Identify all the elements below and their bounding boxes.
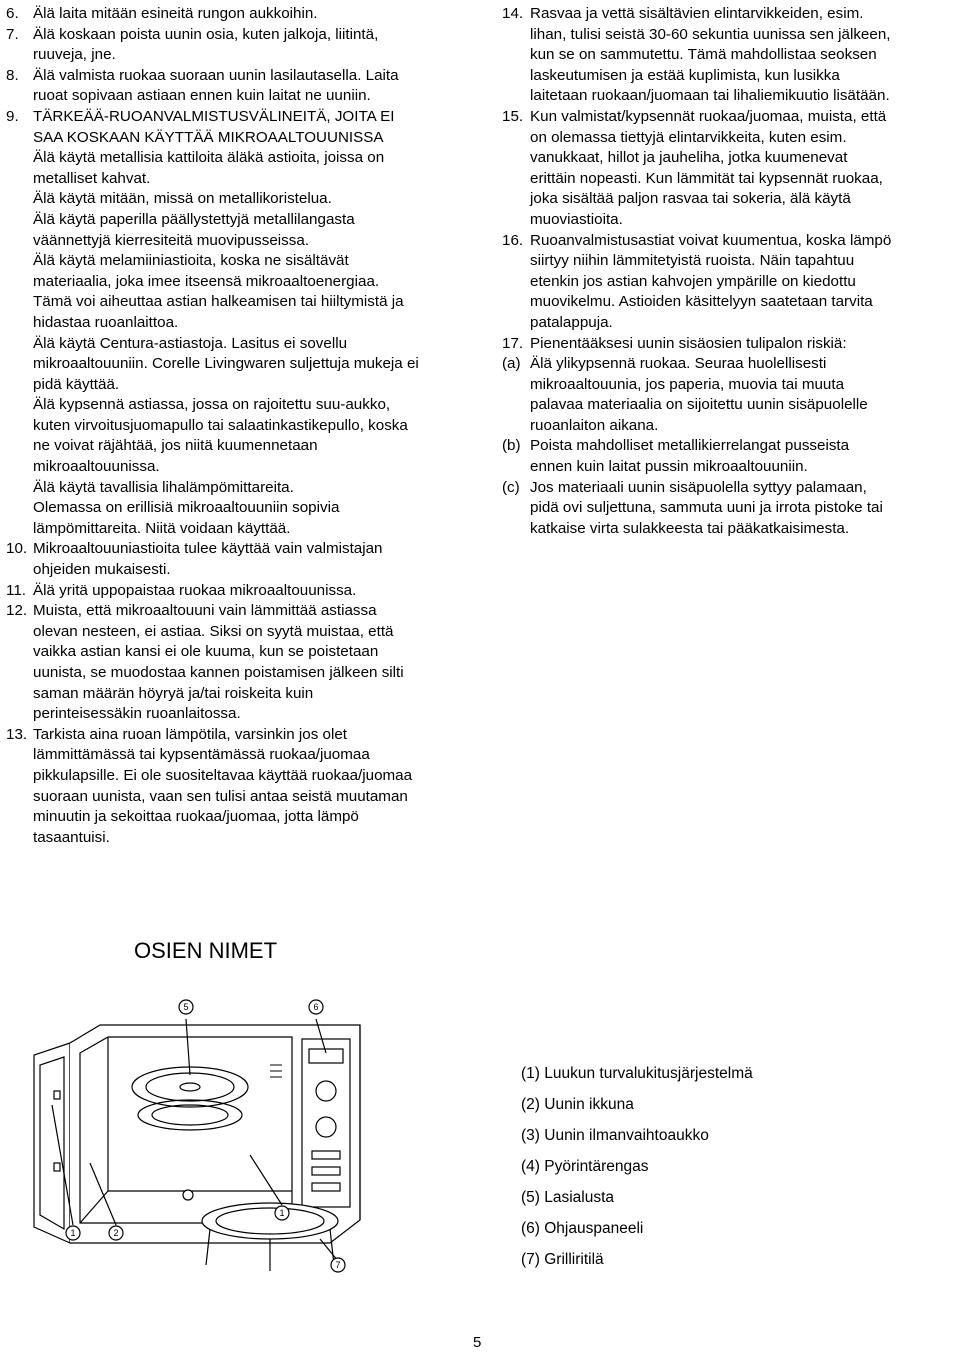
legend-item: (2) Uunin ikkuna (521, 1096, 634, 1113)
item-number: 17. (502, 334, 524, 352)
line-text: olevan nesteen, ei astiaa. Siksi on syytä muistaa, että (33, 622, 394, 640)
line-text: siirtyy niihin lämmitetyistä ruoista. Näin tapahtuu (530, 252, 855, 270)
line-text: Älä käytä paperilla päällystettyjä metallilangasta (33, 210, 355, 228)
line-text: vanukkaat, hillot ja jauheliha, jotka kuumenevat (530, 149, 848, 167)
item-number: 11. (6, 581, 26, 599)
text-line (6, 25, 484, 46)
text-line (6, 107, 484, 128)
line-text: muovikelmu. Astioiden käsittelyyn saatetaan tarvita (530, 293, 873, 311)
legend-item: (7) Grilliritilä (521, 1251, 604, 1268)
text-line (6, 128, 484, 149)
text-line (6, 642, 484, 663)
line-text: Älä käytä metallisia kattiloita äläkä astioita, joissa on (33, 149, 385, 167)
item-number: 6. (6, 5, 19, 22)
text-line (502, 251, 960, 272)
line-text: katkaise virta sulakkeesta tai pääkatkaisimesta. (530, 519, 850, 537)
line-text: SAA KOSKAAN KÄYTTÄÄ MIKROAALTOUUNISSA (33, 128, 384, 146)
text-line (6, 581, 484, 602)
text-line (502, 107, 960, 128)
text-line (502, 169, 960, 190)
line-text: laskeutumisen ja estää kuplimista, kun lusikka (530, 66, 840, 84)
text-line (6, 189, 484, 210)
line-text: Kun valmistat/kypsennät ruokaa/juomaa, muista, että (530, 107, 887, 125)
line-text: kuten virvoitusjuomapullo tai salaatinkastikepullo, koska (33, 416, 408, 434)
text-line (6, 457, 484, 478)
line-text: Älä käytä Centura-astiastoja. Lasitus ei sovellu (33, 334, 348, 352)
line-text: Tarkista aina ruoan lämpötila, varsinkin jos olet (33, 725, 348, 743)
line-text: Älä käytä mitään, missä on metallikoristelua. (33, 190, 332, 208)
line-text: Muista, että mikroaaltouuni vain lämmittää astiassa (33, 602, 377, 620)
text-line (6, 498, 484, 519)
line-text: TÄRKEÄÄ-RUOANVALMISTUSVÄLINEITÄ, JOITA EI (33, 107, 395, 125)
text-line (502, 313, 960, 334)
text-line (6, 4, 484, 25)
line-text: materiaalia, joka imee itseensä mikroaaltoenergiaa. (33, 272, 380, 290)
item-number: 10. (6, 540, 28, 558)
text-line (6, 313, 484, 334)
text-line (6, 436, 484, 457)
text-line (502, 25, 960, 46)
text-line (502, 272, 960, 293)
text-line (6, 169, 484, 190)
text-line (6, 148, 484, 169)
item-number: 16. (502, 231, 524, 249)
text-line (6, 725, 484, 746)
line-text: Poista mahdolliset metallikierrelangat pusseista (530, 437, 850, 455)
item-number: 7. (6, 25, 19, 43)
text-line (6, 684, 484, 705)
text-line (6, 272, 484, 293)
text-line (6, 375, 484, 396)
text-line (502, 334, 960, 355)
item-number: (c) (502, 478, 520, 496)
text-line (502, 210, 960, 231)
right-text-column (502, 4, 960, 539)
text-line (6, 334, 484, 355)
line-text: uunista, se muodostaa kannen poistamisen jälkeen silti (33, 664, 404, 681)
item-number: 12. (6, 602, 28, 620)
line-text: ruuveja, jne. (33, 46, 116, 64)
text-line (502, 4, 960, 25)
text-line (6, 807, 484, 828)
legend-item: (6) Ohjauspaneeli (521, 1220, 644, 1237)
line-text: hidastaa ruoanlaittoa. (33, 313, 179, 331)
item-number: (a) (502, 355, 521, 373)
text-line (502, 457, 960, 478)
line-text: mikroaaltouunissa. (33, 458, 160, 476)
text-line (6, 601, 484, 622)
line-text: metalliset kahvat. (33, 169, 151, 187)
item-number: 15. (502, 107, 524, 125)
text-line (502, 416, 960, 437)
line-text: erittäin nopeasti. Kun lämmität tai kypsennät ruokaa, (530, 169, 883, 187)
line-text: Älä valmista ruokaa suoraan uunin lasilautasella. Laita (33, 66, 399, 84)
line-text: ruoanlaiton aikana. (530, 416, 659, 434)
text-line (6, 231, 484, 252)
line-text: lihan, tulisi seistä 30-60 sekuntia uunissa sen jälkeen, (530, 25, 891, 43)
line-text: Älä kypsennä astiassa, jossa on rajoitettu suu-aukko, (33, 396, 391, 414)
text-line (502, 66, 960, 87)
legend-item: (1) Luukun turvalukitusjärjestelmä (521, 1065, 753, 1082)
line-text: patalappuja. (530, 313, 613, 331)
text-line (6, 828, 484, 849)
line-text: Älä laita mitään esineitä rungon aukkoihin. (33, 5, 318, 22)
text-line (502, 395, 960, 416)
text-line (6, 539, 484, 560)
callout-1: 1 (70, 1228, 76, 1238)
text-line (6, 663, 484, 684)
line-text: Älä käytä tavallisia lihalämpömittareita. (33, 478, 294, 496)
text-line (6, 622, 484, 643)
text-line (502, 231, 960, 252)
line-text: mikroaaltouunia, jos paperia, muovia tai muuta (530, 375, 845, 393)
line-text: Mikroaaltouuniastioita tulee käyttää vain valmistajan (33, 540, 383, 558)
text-line (502, 498, 960, 519)
line-text: ne voivat räjähtää, jos niitä kuumennetaan (33, 437, 318, 455)
line-text: Tämä voi aiheuttaa astian halkeamisen tai hiiltymistä ja (33, 293, 404, 311)
line-text: Olemassa on erillisiä mikroaaltouuniin sopivia (33, 499, 340, 517)
line-text: joka sisältää paljon rasvaa tai sokeria, älä käytä (530, 190, 851, 208)
line-text: palavaa materiaalia on sijoitettu uunin sisäpuolelle (530, 396, 868, 414)
text-line (6, 766, 484, 787)
text-line (6, 519, 484, 540)
text-line (6, 86, 484, 107)
text-line (6, 560, 484, 581)
text-line (502, 519, 960, 540)
text-line (6, 478, 484, 499)
callout-1b: 1 (279, 1208, 285, 1218)
line-text: kun se on sammutettu. Tämä mahdollistaa seoksen (530, 46, 877, 64)
left-text-column (6, 4, 484, 848)
line-text: Älä koskaan poista uunin osia, kuten jalkoja, liitintä, (33, 25, 379, 43)
text-line (502, 292, 960, 313)
text-line (6, 704, 484, 725)
line-text: etenkin jos astian kahvojen ympärille on kiedottu (530, 272, 856, 290)
line-text: Jos materiaali uunin sisäpuolella syttyy palamaan, (530, 478, 867, 496)
line-text: saman määrän höyryä ja/tai roiskeita kuin (33, 684, 314, 702)
page-number: 5 (473, 1334, 482, 1351)
legend-item: (5) Lasialusta (521, 1189, 615, 1206)
parts-legend (521, 1063, 753, 1280)
line-text: Ruoanvalmistusastiat voivat kuumentua, koska lämpö (530, 231, 892, 249)
text-line (6, 210, 484, 231)
text-line (502, 86, 960, 107)
line-text: ohjeiden mukaisesti. (33, 561, 171, 579)
text-line (6, 66, 484, 87)
item-number: 13. (6, 725, 28, 743)
line-text: perinteisessäkin ruoanlaitossa. (33, 705, 241, 723)
line-text: tasaantuisi. (33, 828, 110, 846)
callout-2: 2 (113, 1228, 119, 1238)
item-number: 8. (6, 66, 19, 84)
line-text: Rasvaa ja vettä sisältävien elintarvikkeiden, esim. (530, 5, 864, 22)
text-line (6, 395, 484, 416)
line-text: on olemassa tiettyjä elintarvikkeita, kuten esim. (530, 128, 847, 146)
text-line (502, 128, 960, 149)
text-line (502, 189, 960, 210)
text-line (6, 292, 484, 313)
text-line (502, 436, 960, 457)
line-text: Pienentääksesi uunin sisäosien tulipalon riskiä: (530, 334, 847, 352)
text-line (502, 148, 960, 169)
item-number: (b) (502, 437, 521, 455)
section-title: OSIEN NIMET (134, 938, 278, 963)
line-text: suoraan uunista, vaan sen tulisi antaa seistä muutaman (33, 787, 408, 805)
line-text: pidä ovi suljettuna, sammuta uuni ja irrota pistoke tai (530, 499, 883, 517)
legend-item: (4) Pyörintärengas (521, 1158, 649, 1175)
line-text: Älä käytä melamiiniastioita, koska ne sisältävät (33, 252, 349, 270)
line-text: mikroaaltouuniin. Corelle Livingwaren suljettuja mukeja ei (33, 355, 419, 373)
line-text: pikkulapsille. Ei ole suositeltavaa käyttää ruokaa/juomaa (33, 766, 413, 784)
microwave-parts-diagram (30, 995, 490, 1295)
line-text: ruoat sopivaan astiaan ennen kuin laitat ne uuniin. (33, 87, 371, 105)
callout-5: 5 (183, 1002, 189, 1012)
item-number: 14. (502, 5, 524, 22)
callout-7: 7 (335, 1260, 341, 1270)
line-text: minuutin ja sekoittaa ruokaa/juomaa, jotta lämpö (33, 808, 359, 826)
text-line (6, 251, 484, 272)
text-line (6, 354, 484, 375)
legend-item: (3) Uunin ilmanvaihtoaukko (521, 1127, 709, 1144)
line-text: Älä ylikypsennä ruokaa. Seuraa huolellisesti (530, 355, 827, 373)
text-line (6, 416, 484, 437)
line-text: muoviastioita. (530, 210, 623, 228)
text-line (502, 375, 960, 396)
text-line (502, 354, 960, 375)
line-text: lämpömittareita. Niitä voidaan käyttää. (33, 519, 291, 537)
line-text: laitetaan ruokaan/juomaan tai lihaliemikuutio lisätään. (530, 87, 890, 105)
line-text: ennen kuin laitat pussin mikroaaltouuniin. (530, 458, 808, 476)
line-text: pidä käyttää. (33, 375, 120, 393)
text-line (6, 45, 484, 66)
line-text: väännettyjä kierresiteitä muovipusseissa. (33, 231, 310, 249)
text-line (6, 787, 484, 808)
text-line (502, 45, 960, 66)
text-line (6, 745, 484, 766)
item-number: 9. (6, 107, 19, 125)
line-text: vaikka astian kansi ei ole kuuma, kun se poistetaan (33, 643, 379, 661)
line-text: lämmittämässä tai kypsentämässä ruokaa/juomaa (33, 746, 370, 764)
text-line (502, 478, 960, 499)
callout-6: 6 (313, 1002, 319, 1012)
line-text: Älä yritä uppopaistaa ruokaa mikroaaltouunissa. (33, 581, 357, 599)
